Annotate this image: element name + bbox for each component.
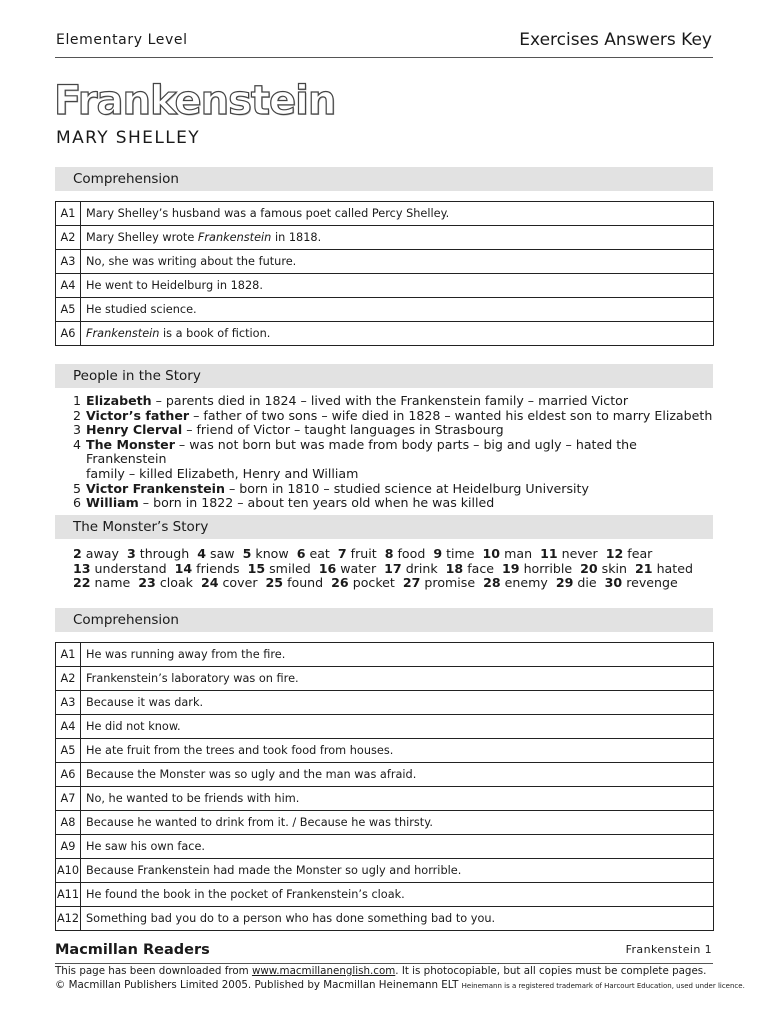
word-text: skin — [601, 560, 628, 576]
word-text: name — [94, 575, 131, 591]
word-number: 22 — [73, 575, 91, 591]
word-text: fear — [627, 546, 653, 561]
answer-text: Mary Shelley’s husband was a famous poet called Percy Shelley. — [81, 202, 714, 226]
word-answer — [331, 575, 395, 590]
word-text: smiled — [269, 560, 311, 576]
word-text: through — [139, 546, 190, 561]
character-name: The Monster — [86, 436, 175, 452]
word-text: face — [467, 560, 495, 576]
word-answer — [540, 546, 598, 561]
word-answer — [73, 561, 167, 576]
answer-number: A11 — [56, 883, 81, 907]
character-description-continued: family – killed Elizabeth, Henry and William — [86, 465, 359, 481]
doc-type-label: Exercises Answers Key — [519, 30, 712, 50]
character-name: Victor’s father — [86, 407, 190, 423]
word-text: water — [340, 560, 377, 576]
list-item — [73, 423, 713, 438]
footer-divider — [55, 963, 713, 964]
table-row — [56, 763, 714, 787]
word-number: 3 — [126, 546, 136, 561]
answer-text: No, he wanted to be friends with him. — [81, 787, 714, 811]
word-number: 25 — [265, 575, 284, 591]
copyright-text: © Macmillan Publishers Limited 2005. Published by Macmillan Heinemann ELT — [55, 979, 462, 991]
word-number: 19 — [502, 560, 520, 576]
character-description: – born in 1822 – about ten years old when he was killed — [138, 495, 495, 511]
publisher-name: Macmillan Readers — [55, 942, 210, 958]
table-row — [56, 322, 714, 346]
page-reference: Frankenstein 1 — [625, 943, 712, 956]
comprehension-table-2 — [55, 642, 714, 931]
table-row — [56, 274, 714, 298]
word-number: 15 — [247, 560, 266, 576]
answer-number: A5 — [56, 739, 81, 763]
word-text: understand — [94, 560, 167, 576]
word-answer — [605, 575, 678, 590]
trademark-note: Heinemann is a registered trademark of Harcourt Education, used under licence. — [461, 982, 745, 990]
word-answer — [73, 575, 130, 590]
item-number: 3 — [73, 422, 82, 438]
word-answer — [138, 575, 193, 590]
answer-number: A7 — [56, 787, 81, 811]
word-number: 27 — [402, 575, 421, 591]
answer-number: A6 — [56, 322, 81, 346]
answer-number: A1 — [56, 202, 81, 226]
answer-text: He did not know. — [81, 715, 714, 739]
word-text: hated — [656, 560, 693, 576]
item-line — [86, 496, 494, 511]
word-text: fruit — [350, 546, 377, 561]
word-text: enemy — [504, 575, 548, 591]
item-line — [86, 482, 589, 497]
word-number: 9 — [433, 546, 443, 561]
book-title: Frankenstein — [54, 78, 336, 124]
word-text: friends — [196, 560, 240, 576]
table-row — [56, 787, 714, 811]
word-answer — [403, 575, 475, 590]
item-body — [86, 482, 589, 497]
answer-number: A3 — [56, 250, 81, 274]
word-number: 21 — [635, 560, 653, 576]
item-body — [86, 394, 628, 409]
word-number: 4 — [197, 546, 207, 561]
character-name: Victor Frankenstein — [86, 480, 225, 496]
answer-text: Because he wanted to drink from it. / Because he was thirsty. — [81, 811, 714, 835]
table-row — [56, 226, 714, 250]
table-row — [56, 739, 714, 763]
word-number: 11 — [540, 546, 558, 561]
word-answer — [338, 546, 377, 561]
word-text: away — [85, 546, 119, 561]
word-answer — [297, 546, 330, 561]
word-text: die — [577, 575, 597, 591]
word-line — [73, 562, 713, 577]
word-number: 17 — [384, 560, 402, 576]
answer-number: A4 — [56, 274, 81, 298]
word-number: 10 — [482, 546, 501, 561]
table-row — [56, 298, 714, 322]
word-answer — [580, 561, 627, 576]
answer-text — [81, 226, 714, 250]
table-row — [56, 811, 714, 835]
item-body — [86, 409, 712, 424]
answer-text-pre: Mary Shelley wrote — [86, 231, 198, 244]
download-notice-post: . It is photocopiable, but all copies must be complete pages. — [395, 965, 707, 977]
word-number: 6 — [296, 546, 306, 561]
comprehension-table-1 — [55, 201, 714, 346]
word-answer — [433, 546, 474, 561]
list-item — [73, 438, 713, 482]
item-body — [86, 438, 713, 482]
answer-number: A2 — [56, 667, 81, 691]
table-row — [56, 859, 714, 883]
word-text: time — [446, 546, 475, 561]
word-text: promise — [424, 575, 476, 591]
word-number: 14 — [174, 560, 193, 576]
character-description: – was not born but was made from body parts – big and ugly – hated the Frankenstein — [86, 436, 637, 467]
word-answer — [197, 546, 234, 561]
word-number: 7 — [337, 546, 347, 561]
word-answer — [483, 575, 548, 590]
table-row — [56, 667, 714, 691]
character-name: Elizabeth — [86, 393, 152, 408]
word-answer — [266, 575, 324, 590]
list-item — [73, 394, 713, 409]
section-heading-comprehension-2: Comprehension — [55, 608, 713, 632]
word-number: 24 — [200, 575, 219, 591]
character-name: Henry Clerval — [86, 422, 183, 438]
answer-text — [81, 322, 714, 346]
word-number: 30 — [604, 575, 623, 591]
section-heading-monsters-story: The Monster’s Story — [55, 515, 713, 539]
word-answer — [319, 561, 376, 576]
people-list — [73, 394, 713, 511]
word-number: 13 — [73, 560, 91, 576]
word-answer — [446, 561, 494, 576]
book-title-italic: Frankenstein — [197, 231, 272, 244]
word-line — [73, 576, 713, 591]
answer-text: No, she was writing about the future. — [81, 250, 714, 274]
character-description: – father of two sons – wife died in 1828 – wanted his eldest son to marry Elizabeth — [189, 407, 713, 423]
author-name: MARY SHELLEY — [56, 128, 200, 148]
character-description: – friend of Victor – taught languages in Strasbourg — [182, 422, 504, 438]
item-line — [86, 423, 504, 438]
list-item — [73, 409, 713, 424]
item-line — [86, 394, 628, 409]
word-number: 28 — [483, 575, 501, 591]
answer-number: A9 — [56, 835, 81, 859]
item-number: 1 — [73, 393, 82, 408]
word-text: know — [255, 546, 289, 561]
item-number: 6 — [73, 495, 82, 511]
answer-text-post: in 1818. — [271, 231, 322, 244]
word-text: saw — [210, 546, 235, 561]
word-answer — [73, 546, 119, 561]
answer-text: He saw his own face. — [81, 835, 714, 859]
answer-number: A6 — [56, 763, 81, 787]
answer-number: A3 — [56, 691, 81, 715]
word-answer — [248, 561, 311, 576]
word-answer — [606, 546, 653, 561]
word-answer — [635, 561, 693, 576]
item-body — [86, 423, 504, 438]
answer-text: Because it was dark. — [81, 691, 714, 715]
table-row — [56, 835, 714, 859]
item-body — [86, 496, 494, 511]
item-number: 4 — [73, 436, 82, 452]
answer-text: Because Frankenstein had made the Monster so ugly and horrible. — [81, 859, 714, 883]
answer-text: He ate fruit from the trees and took food from houses. — [81, 739, 714, 763]
answer-text: Something bad you do to a person who has done something bad to you. — [81, 907, 714, 931]
level-label: Elementary Level — [56, 32, 188, 48]
header-divider — [55, 57, 713, 58]
character-name: William — [86, 495, 139, 511]
word-answer — [175, 561, 240, 576]
table-row — [56, 643, 714, 667]
word-answer-list — [73, 547, 713, 591]
table-row — [56, 907, 714, 931]
download-notice-pre: This page has been downloaded from — [55, 965, 252, 977]
word-line — [73, 547, 713, 562]
item-line — [86, 409, 712, 424]
list-item — [73, 482, 713, 497]
section-heading-comprehension-1: Comprehension — [55, 167, 713, 191]
answer-number: A1 — [56, 643, 81, 667]
answer-text: He studied science. — [81, 298, 714, 322]
word-text: cloak — [159, 575, 193, 591]
word-number: 2 — [73, 546, 82, 561]
answer-number: A8 — [56, 811, 81, 835]
character-description: – born in 1810 – studied science at Heidelburg University — [224, 480, 589, 496]
word-number: 5 — [242, 546, 252, 561]
answer-number: A4 — [56, 715, 81, 739]
book-title-italic: Frankenstein — [86, 327, 160, 340]
table-row — [56, 202, 714, 226]
word-text: found — [287, 575, 324, 591]
word-answer — [127, 546, 189, 561]
table-row — [56, 250, 714, 274]
word-number: 26 — [331, 575, 349, 591]
list-item — [73, 496, 713, 511]
answer-number: A12 — [56, 907, 81, 931]
copyright-notice — [55, 979, 745, 991]
table-row — [56, 883, 714, 907]
word-answer — [201, 575, 258, 590]
word-number: 18 — [445, 560, 464, 576]
answer-text: He went to Heidelburg in 1828. — [81, 274, 714, 298]
word-number: 8 — [384, 546, 394, 561]
answer-text: Because the Monster was so ugly and the man was afraid. — [81, 763, 714, 787]
word-text: revenge — [626, 575, 678, 591]
table-row — [56, 715, 714, 739]
word-answer — [384, 561, 438, 576]
word-text: pocket — [352, 575, 395, 591]
word-text: eat — [309, 546, 330, 561]
word-number: 16 — [318, 560, 337, 576]
table-row — [56, 691, 714, 715]
answer-text: He found the book in the pocket of Frankenstein’s cloak. — [81, 883, 714, 907]
answer-number: A10 — [56, 859, 81, 883]
answer-number: A5 — [56, 298, 81, 322]
answer-text: Frankenstein’s laboratory was on fire. — [81, 667, 714, 691]
character-description: – parents died in 1824 – lived with the Frankenstein family – married Victor — [151, 393, 629, 408]
word-number: 12 — [605, 546, 624, 561]
word-answer — [556, 575, 597, 590]
word-text: horrible — [523, 560, 573, 576]
word-text: never — [561, 546, 598, 561]
item-number: 2 — [73, 407, 82, 423]
word-number: 20 — [580, 560, 598, 576]
word-text: drink — [405, 560, 438, 576]
download-notice — [55, 965, 706, 977]
word-answer — [243, 546, 289, 561]
answer-text: He was running away from the fire. — [81, 643, 714, 667]
section-heading-people: People in the Story — [55, 364, 713, 388]
word-text: cover — [222, 575, 258, 591]
word-answer — [385, 546, 426, 561]
word-number: 23 — [138, 575, 156, 591]
word-answer — [483, 546, 533, 561]
word-answer — [502, 561, 572, 576]
item-number: 5 — [73, 480, 82, 496]
answer-text-post: is a book of fiction. — [159, 327, 271, 340]
website-link[interactable]: www.macmillanenglish.com — [251, 965, 396, 977]
word-number: 29 — [555, 575, 574, 591]
answer-number: A2 — [56, 226, 81, 250]
item-line — [86, 438, 713, 467]
word-text: man — [504, 546, 533, 561]
word-text: food — [397, 546, 426, 561]
